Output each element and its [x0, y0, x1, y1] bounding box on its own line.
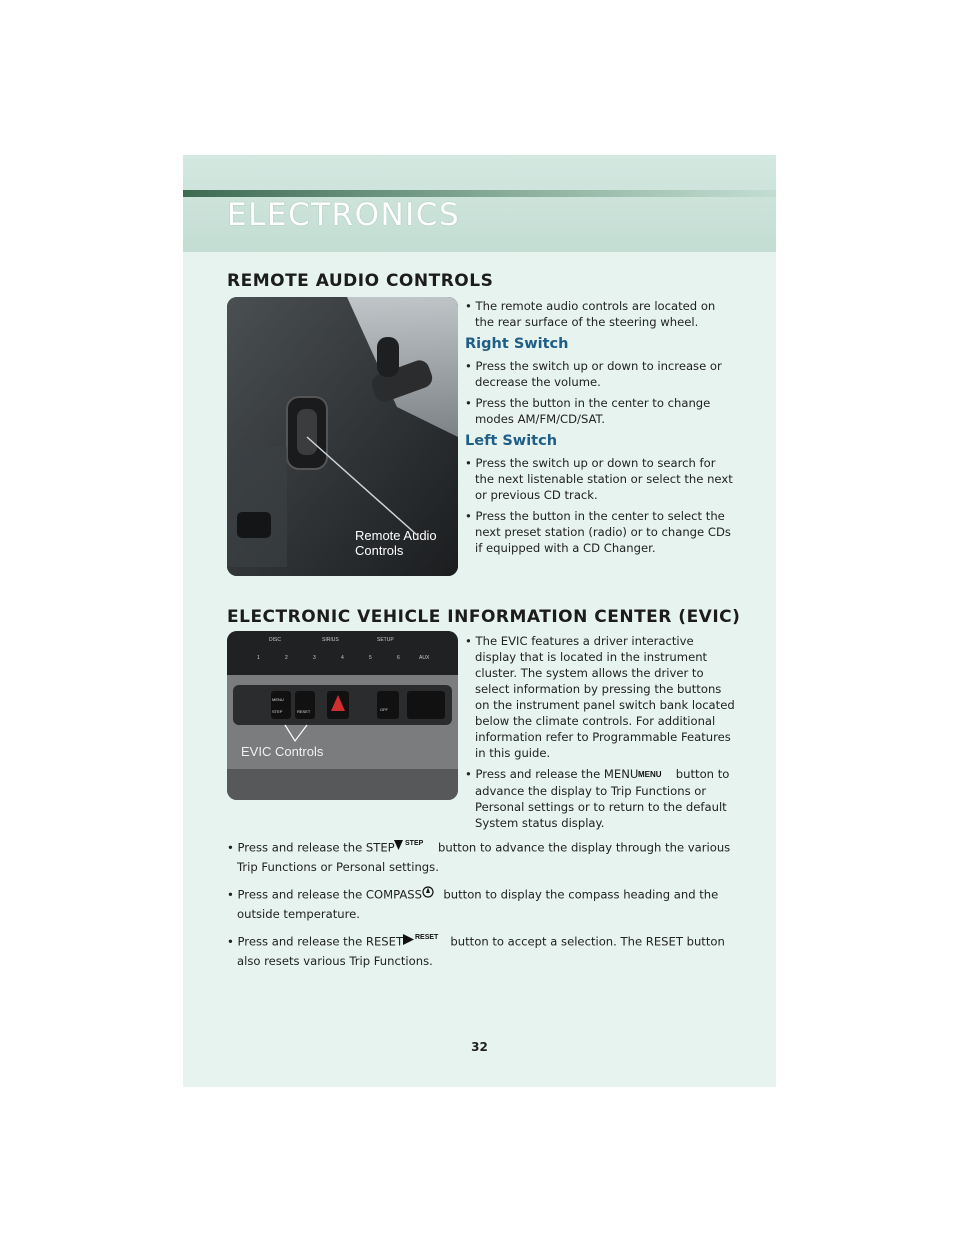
band-stripe — [183, 190, 776, 197]
preset-3: 3 — [313, 655, 316, 661]
section-title: ELECTRONICS — [227, 197, 461, 233]
right-switch-bullet: • Press the switch up or down to increase or decrease the volume. — [465, 359, 722, 389]
panel-off: OFF — [380, 707, 388, 712]
preset-2: 2 — [285, 655, 288, 661]
evic-menu-bullet: • Press and release the MENU MENU button to advance the display to Trip Functions or Personal settings or to return to the default System status display. — [465, 767, 730, 830]
evic-title: ELECTRONIC VEHICLE INFORMATION CENTER (EVIC) — [227, 607, 741, 627]
left-switch-heading: Left Switch — [465, 433, 558, 449]
evic-bullet: • The EVIC features a driver interactive display that is located in the instrument cluster. The system allows the driver to select information by pressing the buttons on the instrument panel switch bank located below the climate controls. For additional information refer to Programmable Features in this guide. — [465, 634, 735, 760]
panel-label-sirius: SIRIUS — [322, 637, 339, 643]
preset-1: 1 — [257, 655, 260, 661]
remote-audio-photo — [227, 297, 458, 576]
evic-compass-bullet: • Press and release the COMPASS button to display the compass heading and the outside temperature. — [227, 885, 747, 924]
right-switch-bullet: • Press the button in the center to change modes AM/FM/CD/SAT. — [465, 396, 711, 426]
remote-photo-label-1: Remote Audio — [355, 528, 437, 543]
svg-text:MENU: MENU — [638, 769, 662, 779]
preset-4: 4 — [341, 655, 344, 661]
evic-reset-bullet: • Press and release the RESET RESET button to accept a selection. The RESET button also resets various Trip Functions. — [227, 934, 725, 968]
panel-menu: MENU — [272, 697, 284, 702]
menu-icon — [638, 767, 666, 783]
svg-text:STEP: STEP — [405, 840, 424, 847]
page-number: 32 — [471, 1040, 488, 1054]
preset-6: 6 — [397, 655, 400, 661]
evic-panel-image — [227, 631, 458, 800]
evic-step-bullet: • Press and release the STEP STEP button to advance the display through the various Trip Functions or Personal settings. — [227, 840, 731, 874]
panel-step: STEP — [272, 709, 283, 714]
manual-page — [183, 155, 776, 1087]
svg-text:RESET: RESET — [414, 934, 439, 941]
right-switch-heading: Right Switch — [465, 336, 569, 352]
panel-label-disc: DISC — [269, 637, 281, 643]
left-switch-bullet: • Press the button in the center to select the next preset station (radio) or to change CDs if equipped with a CD Changer. — [465, 509, 731, 555]
left-switch-bullet: • Press the switch up or down to search for the next listenable station or select the next or previous CD track. — [465, 456, 733, 502]
evic-right-text — [465, 633, 737, 836]
section-band — [183, 155, 776, 252]
step-icon — [404, 838, 428, 858]
remote-photo-label-2: Controls — [355, 543, 404, 558]
compass-icon — [432, 885, 434, 905]
steering-column-image — [227, 297, 458, 576]
panel-label-setup: SETUP — [377, 637, 394, 643]
remote-audio-title: REMOTE AUDIO CONTROLS — [227, 271, 494, 291]
preset-aux: AUX — [419, 655, 430, 661]
remote-audio-text — [465, 298, 735, 561]
reset-icon — [413, 932, 441, 952]
remote-intro: • The remote audio controls are located on the rear surface of the steering wheel. — [465, 299, 716, 329]
evic-photo-label: EVIC Controls — [241, 744, 324, 759]
evic-bottom-text — [227, 838, 747, 979]
evic-photo — [227, 631, 458, 800]
panel-reset: RESET — [297, 709, 311, 714]
preset-5: 5 — [369, 655, 372, 661]
